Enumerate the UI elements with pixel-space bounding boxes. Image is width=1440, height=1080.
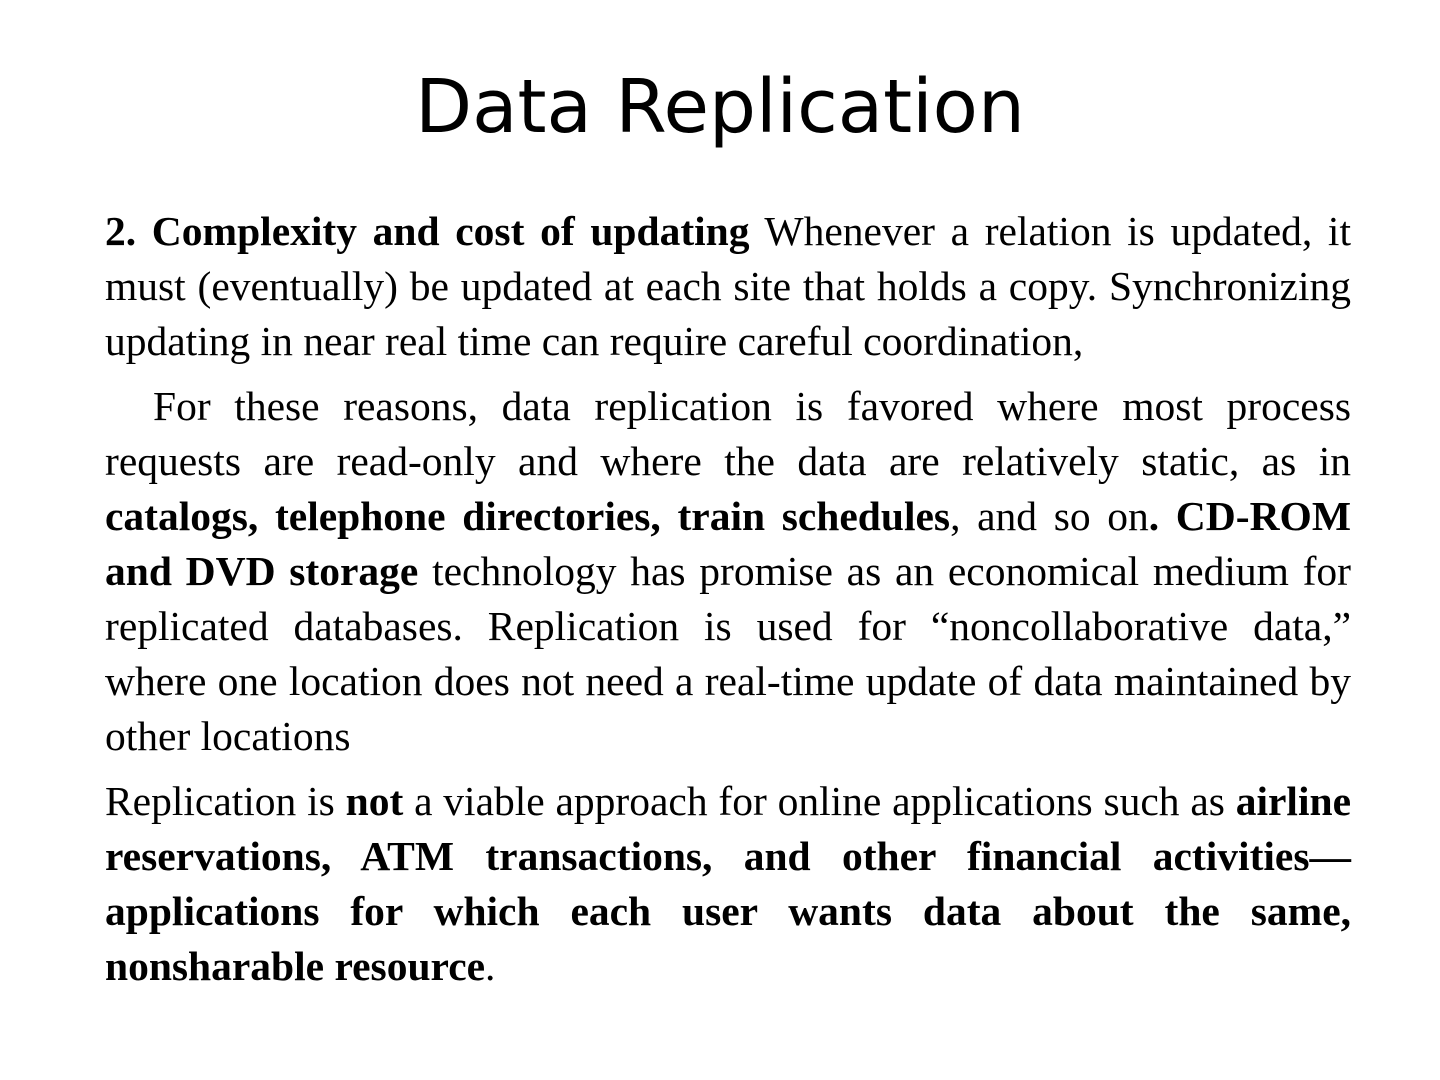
paragraph3-bold-not: not [345, 778, 404, 824]
paragraph1-text: Whenever a relation is updated, it must (eventually) be updated at each site that holds a copy. Synchronizing updating in near real time can require careful coordination, [105, 208, 1351, 364]
paragraph2-bold-examples: catalogs, telephone directories, train schedules [105, 493, 951, 539]
paragraph-replication-not-viable [105, 774, 1351, 994]
paragraph3-text-b: a viable approach for online applications such as [403, 778, 1236, 824]
paragraph2-text-a: For these reasons, data replication is favored where most process requests are read-only and where the data are relatively static, as in [105, 383, 1351, 484]
paragraph3-text-c: . [485, 943, 496, 989]
paragraph3-bold-applications: airline reservations, ATM transactions, and other financial activities—applications for which each user wants data about the same, nonsharable resource [105, 778, 1351, 989]
slide-title: Data Replication [415, 64, 1025, 150]
paragraph2-bold-storage: . CD-ROM and DVD storage [105, 493, 1351, 594]
paragraph-replication-favored [105, 379, 1351, 764]
paragraph3-text-a: Replication is [105, 778, 346, 824]
paragraph2-text-b: , and so on [950, 493, 1149, 539]
paragraph2-text-c: technology has promise as an economical medium for replicated databases. Replication is used for “noncollaborative data,” where one location does not need a real-time update of data maintained by other locations [105, 548, 1351, 759]
paragraph1-heading: 2. Complexity and cost of updating [105, 208, 750, 254]
slide-body [105, 204, 1351, 994]
paragraph-complexity-cost [105, 204, 1351, 369]
